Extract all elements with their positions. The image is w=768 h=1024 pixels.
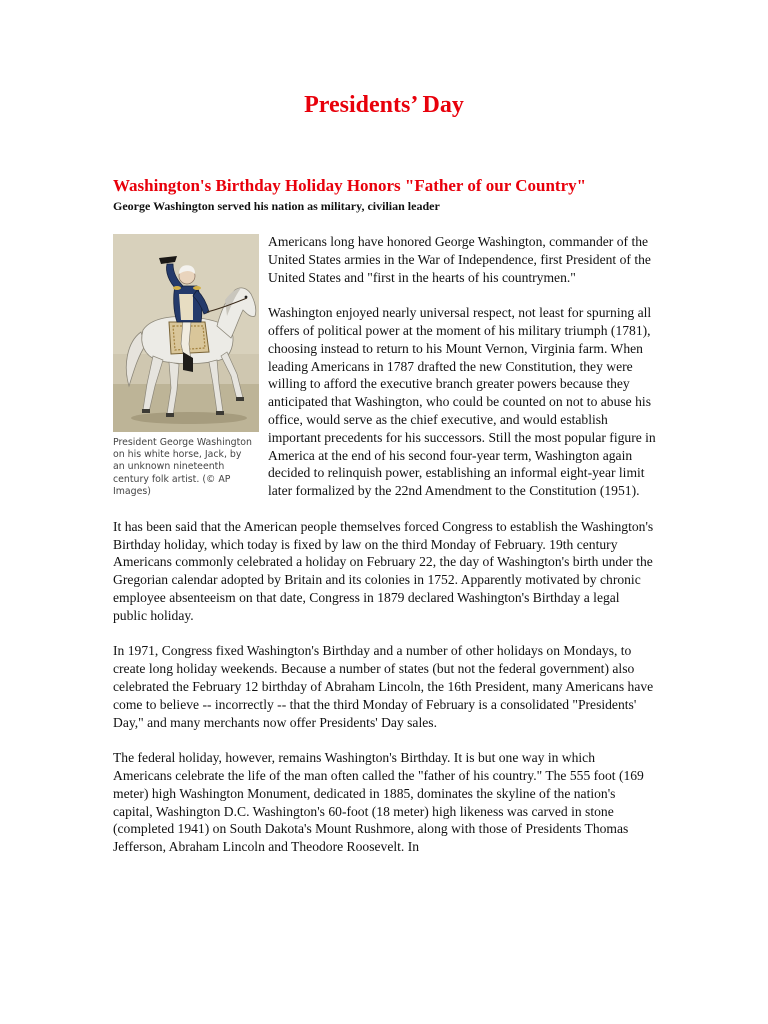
image-caption: President George Washington on his white horse, Jack, by an unknown nineteenth century folk artist. (© AP Images) [113, 437, 252, 497]
article-deck: George Washington served his nation as military, civilian leader [113, 199, 440, 213]
paragraph-3: It has been said that the American people themselves forced Congress to establish the Washington's Birthday holiday, which today is fixed by law on the third Monday of February. 19th century Americans commonly celebrated a holiday on February 22, the day of Washington's birth under the Gregorian calendar adopted by Britain and its colonies in 1752. Apparently motivated by chronic employee absenteeism on that date, Congress in 1879 declared Washington's Birthday a legal public holiday. [113, 518, 654, 623]
page-title: Presidents’ Day [304, 92, 464, 118]
article-body [113, 233, 656, 874]
paragraph-4: In 1971, Congress fixed Washington's Birthday and a number of other holidays on Mondays, to create long holiday weekends. Because a number of states (but not the federal government) also celebrated the February 12 birthday of Abraham Lincoln, the 16th President, many Americans have come to believe -- incorrectly -- that the third Monday of February is a consolidated "Presidents' Day," and many merchants now offer Presidents' Day sales. [113, 643, 654, 730]
figure-wrap-spacer [113, 233, 268, 503]
paragraph-1: Americans long have honored George Washington, commander of the United States armies in the War of Independence, first President of the United States and "first in the hearts of his countrymen." [268, 234, 651, 285]
paragraph-5: The federal holiday, however, remains Washington's Birthday. It is but one way in which Americans celebrate the life of the man often called the "father of his country." The 555 foot (169 meter) high Washington Monument, dedicated in 1885, dominates the skyline of the nation's capital, Washington D.C. Washington's 60-foot (18 meter) high likeness was carved in stone (completed 1941) on South Dakota's Mount Rushmore, along with those of Presidents Thomas Jefferson, Abraham Lincoln and Theodore Roosevelt. In [113, 750, 644, 855]
paragraph-2: Washington enjoyed nearly universal respect, not least for spurning all offers of political power at the moment of his military triumph (1781), choosing instead to return to his Mount Vernon, Virginia farm. When leading Americans in 1787 drafted the new Constitution, they were willing to afford the executive branch greater powers because they anticipated that Washington, who could be counted on not to abuse his office, would serve as the chief executive, and would establish important precedents for his successors. Still the most popular figure in America at the end of his second four-year term, Washington again decided to relinquish power, establishing an informal eight-year limit later formalized by the 22nd Amendment to the Constitution (1951). [268, 305, 656, 499]
article-headline: Washington's Birthday Holiday Honors "Father of our Country" [113, 176, 587, 195]
